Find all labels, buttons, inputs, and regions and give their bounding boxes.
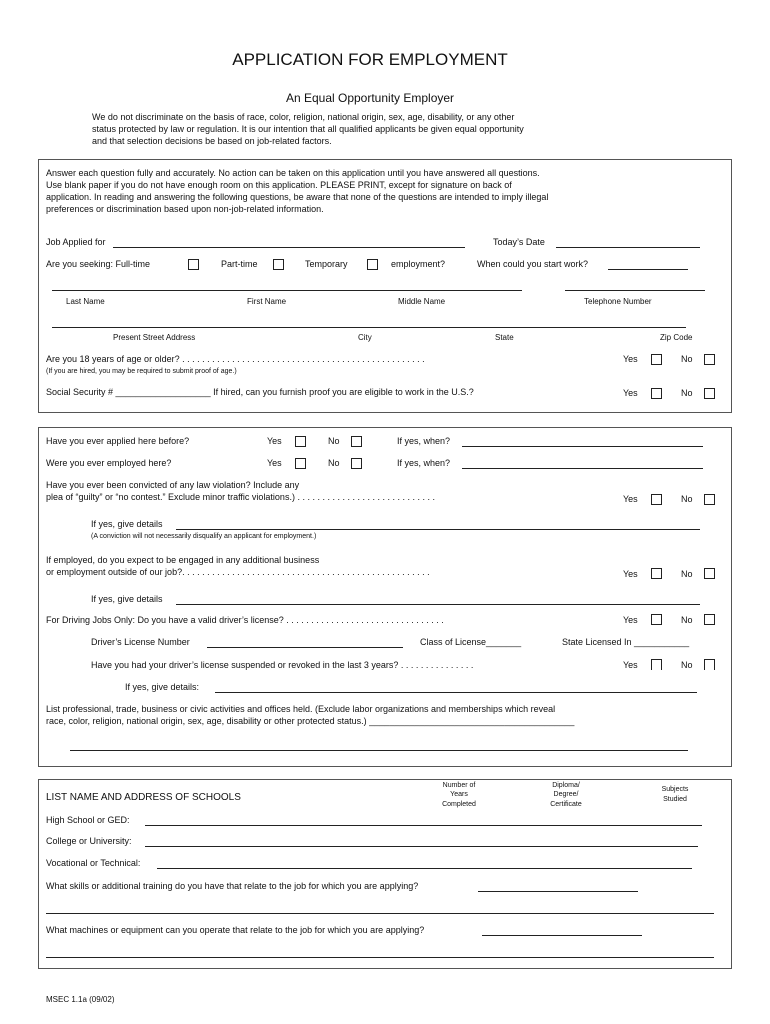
years-header-3: Completed: [442, 801, 476, 808]
suspended-no-label: No: [681, 660, 693, 670]
part-time-checkbox[interactable]: [273, 259, 284, 270]
instructions-line-1: Answer each question fully and accurately. No action can be taken on this application until you have answered all questions.: [46, 168, 540, 178]
start-work-label: When could you start work?: [477, 259, 589, 269]
employed-before-label: Were you ever employed here?: [46, 458, 172, 468]
state-label: State: [495, 333, 514, 342]
convicted-yes-checkbox[interactable]: [651, 494, 662, 505]
last-name-label: Last Name: [66, 297, 105, 306]
driving-no-checkbox[interactable]: [704, 614, 715, 625]
vocational-field[interactable]: [157, 868, 692, 869]
instructions-line-3: application. In reading and answering the following questions, be aware that none of the questions are intended to imply illegal: [46, 192, 549, 202]
convicted-no-label: No: [681, 494, 693, 504]
page-subtitle: An Equal Opportunity Employer: [285, 91, 455, 105]
business-details-label: If yes, give details: [91, 594, 163, 604]
diploma-header-2: Degree/: [553, 791, 579, 798]
todays-date-field[interactable]: [556, 247, 700, 248]
license-number-label: Driver’s License Number: [91, 637, 190, 647]
temporary-label: Temporary: [305, 259, 348, 269]
middle-name-label: Middle Name: [398, 297, 446, 306]
convicted-no-checkbox[interactable]: [704, 494, 715, 505]
part-time-label: Part-time: [221, 259, 258, 269]
age-question: Are you 18 years of age or older? . . . . . . . . . . . . . . . . . . . . . . . . . . . . . . . . . . . . . . . . . . . . . . . . .: [46, 354, 425, 364]
telephone-field[interactable]: [565, 290, 705, 291]
age-no-checkbox[interactable]: [704, 354, 715, 365]
machines-field-1[interactable]: [482, 935, 642, 936]
orgs-line-2: race, color, religion, national origin, sex, age, disability or other protected status.) _________________________________________: [46, 716, 575, 726]
full-time-checkbox[interactable]: [188, 259, 199, 270]
age-no-label: No: [681, 354, 693, 364]
seeking-label: Are you seeking: Full-time: [46, 259, 151, 269]
employed-when-field[interactable]: [462, 468, 703, 469]
driving-no-label: No: [681, 615, 693, 625]
driving-yes-checkbox[interactable]: [651, 614, 662, 625]
skills-question: What skills or additional training do you have that relate to the job for which you are applying?: [46, 881, 419, 891]
street-label: Present Street Address: [113, 333, 196, 342]
city-label: City: [358, 333, 372, 342]
applied-when-field[interactable]: [462, 446, 703, 447]
zip-label: Zip Code: [660, 333, 693, 342]
instructions-line-2: Use blank paper if you do not have enough room on this application. PLEASE PRINT, except for signature on back of: [46, 180, 512, 190]
employed-yes-checkbox[interactable]: [295, 458, 306, 469]
conviction-details-label: If yes, give details: [91, 519, 163, 529]
other-business-line-2: or employment outside of our job?. . . . . . . . . . . . . . . . . . . . . . . . . . . . . . . . . . . . . . . . . . . . . . . . . .: [46, 567, 430, 577]
business-no-checkbox[interactable]: [704, 568, 715, 579]
applied-yes-checkbox[interactable]: [295, 436, 306, 447]
form-id: MSEC 1.1a (09/02): [46, 995, 115, 1004]
skills-field-2[interactable]: [46, 913, 714, 914]
state-licensed-label: State Licensed In ___________: [562, 637, 690, 647]
schools-header: LIST NAME AND ADDRESS OF SCHOOLS: [46, 792, 241, 803]
convicted-line-2: plea of “guilty” or “no contest.” Exclude minor traffic violations.) . . . . . . . . . . . . . . . . . . . . . . . . . . . .: [46, 492, 435, 502]
suspended-details-label: If yes, give details:: [125, 682, 200, 692]
skills-field-1[interactable]: [478, 891, 638, 892]
subjects-header-2: Studied: [663, 796, 687, 803]
eligible-no-checkbox[interactable]: [704, 388, 715, 399]
years-header-1: Number of: [442, 782, 476, 789]
conviction-note: (A conviction will not necessarily disqualify an applicant for employment.): [91, 533, 317, 540]
business-yes-checkbox[interactable]: [651, 568, 662, 579]
convicted-line-1: Have you ever been convicted of any law violation? Include any: [46, 480, 300, 490]
business-details-field[interactable]: [176, 604, 700, 605]
subjects-header-1: Subjects: [661, 786, 689, 793]
name-field[interactable]: [52, 290, 522, 291]
orgs-field[interactable]: [70, 750, 688, 751]
temporary-checkbox[interactable]: [367, 259, 378, 270]
machines-question: What machines or equipment can you operate that relate to the job for which you are applying?: [46, 925, 425, 935]
intro-line-1: We do not discriminate on the basis of race, color, religion, national origin, sex, age, disability, or any other: [92, 112, 515, 122]
suspended-question: Have you had your driver’s license suspended or revoked in the last 3 years? . . . . . . . . . . . . . . .: [91, 660, 474, 670]
suspended-yes-label: Yes: [623, 660, 638, 670]
employed-no-label: No: [328, 458, 340, 468]
other-business-line-1: If employed, do you expect to be engaged in any additional business: [46, 555, 320, 565]
college-field[interactable]: [145, 846, 698, 847]
employed-when-label: If yes, when?: [397, 458, 451, 468]
first-name-label: First Name: [247, 297, 287, 306]
suspended-yes-checkbox[interactable]: [651, 659, 662, 670]
age-yes-label: Yes: [623, 354, 638, 364]
page-title: APPLICATION FOR EMPLOYMENT: [232, 50, 508, 69]
conviction-details-field[interactable]: [176, 529, 700, 530]
class-license-label: Class of License_______: [420, 637, 522, 647]
age-yes-checkbox[interactable]: [651, 354, 662, 365]
job-applied-label: Job Applied for: [46, 237, 106, 247]
applied-no-label: No: [328, 436, 340, 446]
business-no-label: No: [681, 569, 693, 579]
start-work-field[interactable]: [608, 269, 688, 270]
job-applied-field[interactable]: [113, 247, 465, 248]
age-note: (If you are hired, you may be required to submit proof of age.): [46, 368, 237, 375]
employed-yes-label: Yes: [267, 458, 282, 468]
diploma-header-3: Certificate: [550, 801, 582, 808]
employment-label: employment?: [391, 259, 446, 269]
applied-before-label: Have you ever applied here before?: [46, 436, 190, 446]
orgs-line-1: List professional, trade, business or civic activities and offices held. (Exclude labor organizations and memberships which reveal: [46, 704, 556, 714]
suspended-details-field[interactable]: [215, 692, 697, 693]
machines-field-2[interactable]: [46, 957, 714, 958]
applied-when-label: If yes, when?: [397, 436, 451, 446]
eligible-no-label: No: [681, 388, 693, 398]
intro-line-2: status protected by law or regulation. It is our intention that all qualified applicants be given equal opportunity: [92, 124, 524, 134]
telephone-label: Telephone Number: [584, 297, 652, 306]
business-yes-label: Yes: [623, 569, 638, 579]
todays-date-label: Today’s Date: [493, 237, 545, 247]
high-school-label: High School or GED:: [46, 815, 130, 825]
eligible-yes-label: Yes: [623, 388, 638, 398]
education-section: [38, 779, 732, 969]
driving-yes-label: Yes: [623, 615, 638, 625]
suspended-no-checkbox[interactable]: [704, 659, 715, 670]
ssn-question: Social Security # ___________________ If hired, can you furnish proof you are eligible to work in the U.S.?: [46, 387, 474, 397]
applied-yes-label: Yes: [267, 436, 282, 446]
address-field[interactable]: [52, 327, 686, 328]
vocational-label: Vocational or Technical:: [46, 858, 141, 868]
years-header-2: Years: [450, 791, 468, 798]
intro-line-3: and that selection decisions be based on job-related factors.: [92, 136, 332, 146]
high-school-field[interactable]: [145, 825, 702, 826]
college-label: College or University:: [46, 836, 132, 846]
driving-question: For Driving Jobs Only: Do you have a valid driver’s license? . . . . . . . . . . . . . . . . . . . . . . . . . . . . . . . .: [46, 615, 444, 625]
convicted-yes-label: Yes: [623, 494, 638, 504]
license-number-field[interactable]: [207, 647, 403, 648]
diploma-header-1: Diploma/: [552, 782, 580, 789]
applied-no-checkbox[interactable]: [351, 436, 362, 447]
eligible-yes-checkbox[interactable]: [651, 388, 662, 399]
employed-no-checkbox[interactable]: [351, 458, 362, 469]
instructions-line-4: preferences or discrimination based upon non-job-related information.: [46, 204, 324, 214]
